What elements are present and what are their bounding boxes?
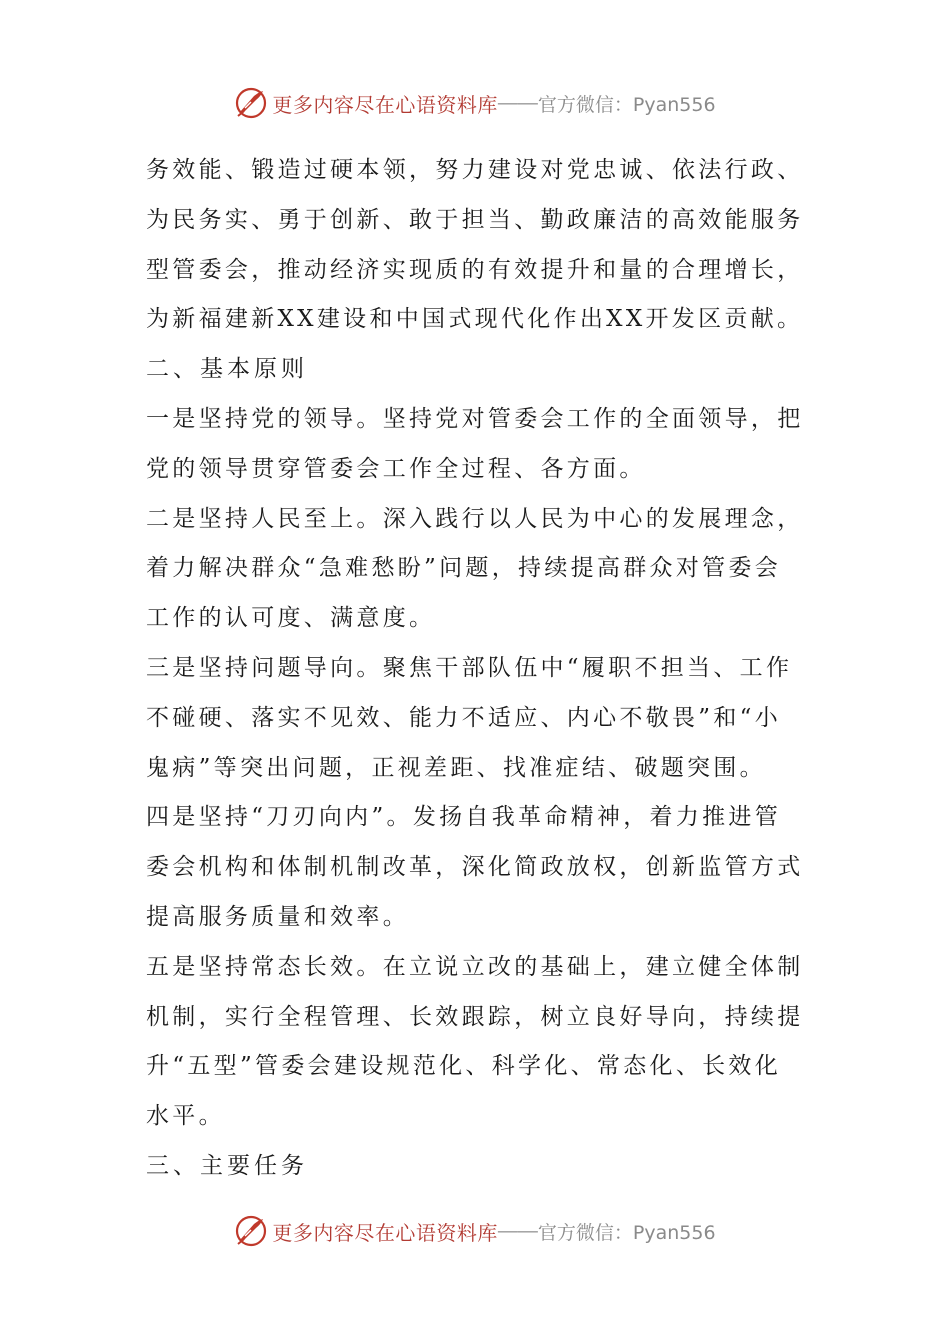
paragraph-line: 党的领导贯穿管委会工作全过程、各方面。: [146, 455, 646, 482]
paragraph-line: 水平。: [146, 1103, 225, 1130]
paragraph-line: 委会机构和体制机制改革，深化简政放权，创新监管方式: [146, 854, 804, 881]
footer-watermark: [0, 1211, 950, 1251]
paragraph-line: 一是坚持党的领导。坚持党对管委会工作的全面领导，把: [146, 405, 804, 432]
paragraph-line: 二是坚持人民至上。深入践行以人民为中心的发展理念，: [146, 505, 804, 532]
watermark-wechat-text: 官方微信：Pyan556: [537, 93, 716, 116]
header-watermark: [0, 83, 950, 123]
paragraph-line: 四是坚持“刀刃向内”。发扬自我革命精神，着力推进管: [146, 804, 782, 831]
watermark-dash: ——: [497, 91, 538, 114]
paragraph-line: 型管委会，推动经济实现质的有效提升和量的合理增长，: [146, 256, 804, 283]
paragraph-line: 三是坚持问题导向。聚焦干部队伍中“履职不担当、工作: [146, 654, 793, 681]
quill-logo-icon: [234, 1214, 268, 1248]
paragraph-line: 务效能、锻造过硬本领，努力建设对党忠诚、依法行政、: [146, 157, 804, 183]
paragraph-line: 工作的认可度、满意度。: [146, 605, 436, 632]
watermark-dash: ——: [497, 1219, 538, 1242]
paragraph-line: 着力解决群众“急难愁盼”问题，持续提高群众对管委会: [146, 555, 782, 582]
paragraph-line: 不碰硬、落实不见效、能力不适应、内心不敬畏”和“小: [146, 704, 782, 731]
document-body: [146, 146, 806, 1192]
section-heading: 二、基本原则: [146, 356, 308, 383]
paragraph-line: 鬼病”等突出问题，正视差距、找准症结、破题突围。: [146, 754, 766, 781]
watermark-brand-text: 更多内容尽在心语资料库: [272, 92, 498, 117]
section-heading: 三、主要任务: [146, 1152, 308, 1179]
watermark-wechat-text: 官方微信：Pyan556: [537, 1221, 716, 1244]
paragraph-line: 为民务实、勇于创新、敢于担当、勤政廉洁的高效能服务: [146, 206, 804, 233]
watermark-brand-text: 更多内容尽在心语资料库: [272, 1220, 498, 1245]
quill-logo-icon: [234, 86, 268, 120]
paragraph-line: 机制，实行全程管理、长效跟踪，树立良好导向，持续提: [146, 1003, 804, 1030]
paragraph-line: 升“五型”管委会建设规范化、科学化、常态化、长效化: [146, 1053, 782, 1080]
paragraph-line: 提高服务质量和效率。: [146, 903, 409, 930]
paragraph-line: 为新福建新XX建设和中国式现代化作出XX开发区贡献。: [146, 306, 804, 333]
paragraph-line: 五是坚持常态长效。在立说立改的基础上，建立健全体制: [146, 953, 804, 980]
